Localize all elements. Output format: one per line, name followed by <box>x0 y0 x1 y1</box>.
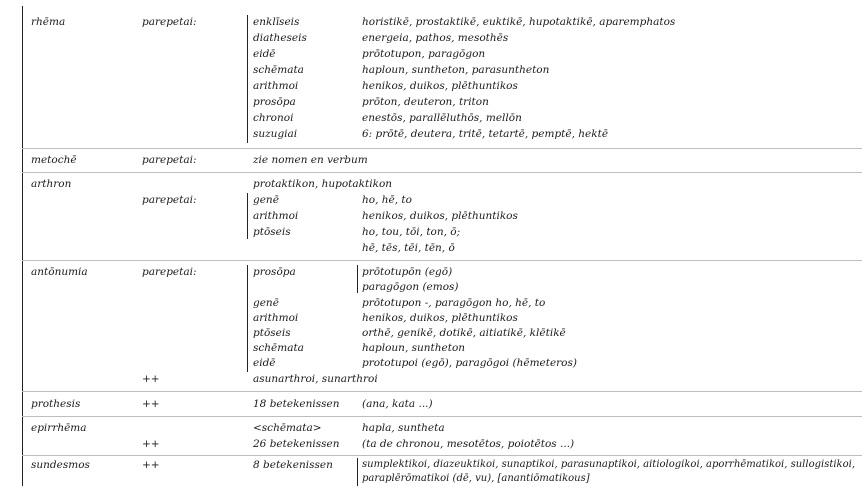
rhema-cat-3: schēmata <box>253 64 304 76</box>
term-sundesmos: sundesmos <box>31 459 90 471</box>
plusplus-marker: ++ <box>142 373 160 385</box>
parepetai-label: parepetai: <box>142 154 197 166</box>
metoche-val: zie nomen en verbum <box>253 154 368 166</box>
epirrhema-schemata-val: hapla, suntheta <box>362 422 445 434</box>
epirrhema-schemata: <schēmata> <box>253 422 322 434</box>
divider-line <box>22 148 862 149</box>
antonumia-prosopa-val-0: prōtotupōn (egō) <box>362 266 453 278</box>
antonumia-cat-2: ptōseis <box>253 327 291 339</box>
antonumia-val-0: prōtotupon -, paragōgon ho, hē, to <box>362 297 546 309</box>
rhema-cat-6: chronoi <box>253 112 294 124</box>
rhema-bracket <box>247 15 248 143</box>
antonumia-prosopa-cat: prosōpa <box>253 266 296 278</box>
antonumia-cat-3: schēmata <box>253 342 304 354</box>
rhema-val-3: haploun, suntheton, parasuntheton <box>362 64 550 76</box>
arthron-cat-2: ptōseis <box>253 226 291 238</box>
parepetai-label: parepetai: <box>142 16 197 28</box>
rhema-val-6: enestōs, parallēluthōs, mellōn <box>362 112 522 124</box>
arthron-val-2: ho, tou, tōi, ton, ō; <box>362 226 461 238</box>
antonumia-prosopa-val-1: paragōgon (emos) <box>362 281 459 293</box>
sundesmos-bracket <box>357 458 358 486</box>
antonumia-val-3: haploun, suntheton <box>362 342 466 354</box>
plusplus-marker: ++ <box>142 438 160 450</box>
antonumia-val-1: henikos, duikos, plēthuntikos <box>362 312 518 324</box>
term-metoche: metochē <box>31 154 77 166</box>
antonumia-cat-0: genē <box>253 297 279 309</box>
antonumia-val-2: orthē, genikē, dotikē, aitiatikē, klētikē <box>362 327 566 339</box>
antonumia-plus-val: asunarthroi, sunarthroi <box>253 373 378 385</box>
sundesmos-count: 8 betekenissen <box>253 459 333 471</box>
antonumia-cat-4: eidē <box>253 357 276 369</box>
term-epirrhema: epirrhēma <box>31 422 87 434</box>
arthron-extra: hē, tēs, tēi, tēn, ō <box>362 242 455 254</box>
left-border-line <box>22 6 23 486</box>
rhema-val-1: energeia, pathos, mesothēs <box>362 32 509 44</box>
arthron-val-0: ho, hē, to <box>362 194 412 206</box>
divider-line <box>22 260 862 261</box>
arthron-cat-0: genē <box>253 194 279 206</box>
divider-line <box>22 455 862 456</box>
epirrhema-val: (ta de chronou, mesotētos, poiotētos ...) <box>362 438 575 450</box>
plusplus-marker: ++ <box>142 459 160 471</box>
rhema-val-0: horistikē, prostaktikē, euktikē, hupotaktikē, aparemphatos <box>362 16 676 28</box>
antonumia-val-4: prototupoi (egō), paragōgoi (hēmeteros) <box>362 357 577 369</box>
rhema-val-4: henikos, duikos, plēthuntikos <box>362 80 518 92</box>
antonumia-bracket <box>247 265 248 372</box>
prothesis-val: (ana, kata ...) <box>362 398 433 410</box>
term-antonumia: antōnumia <box>31 266 88 278</box>
prothesis-count: 18 betekenissen <box>253 398 340 410</box>
rhema-cat-2: eidē <box>253 48 276 60</box>
term-prothesis: prothesis <box>31 398 81 410</box>
arthron-val-1: henikos, duikos, plēthuntikos <box>362 210 518 222</box>
divider-line <box>22 172 862 173</box>
antonumia-cat-1: arithmoi <box>253 312 299 324</box>
arthron-bracket <box>247 193 248 239</box>
parepetai-label: parepetai: <box>142 266 197 278</box>
rhema-val-5: prōton, deuteron, triton <box>362 96 489 108</box>
divider-line <box>22 391 862 392</box>
rhema-cat-5: prosōpa <box>253 96 296 108</box>
divider-line <box>22 416 862 417</box>
term-arthron: arthron <box>31 178 72 190</box>
arthron-cat-1: arithmoi <box>253 210 299 222</box>
sundesmos-val-line2: paraplērōmatikoi (dē, vu), [anantiōmatikous] <box>362 473 590 484</box>
rhema-cat-0: enklīseis <box>253 16 300 28</box>
rhema-cat-4: arithmoi <box>253 80 299 92</box>
parepetai-label: parepetai: <box>142 194 197 206</box>
arthron-top: protaktikon, hupotaktikon <box>253 178 393 190</box>
plusplus-marker: ++ <box>142 398 160 410</box>
rhema-cat-7: suzugiai <box>253 128 298 140</box>
rhema-cat-1: diatheseis <box>253 32 307 44</box>
rhema-val-7: 6: prōtē, deutera, tritē, tetartē, pemptē, hektē <box>362 128 609 140</box>
sundesmos-val-line1: sumplektikoi, diazeuktikoi, sunaptikoi, parasunaptikoi, aitiologikoi, aporrhēmatikoi, sullogistikoi, <box>362 459 855 470</box>
antonumia-prosopa-bracket <box>357 265 358 293</box>
epirrhema-count: 26 betekenissen <box>253 438 340 450</box>
rhema-val-2: prōtotupon, paragōgon <box>362 48 486 60</box>
term-rhema: rhēma <box>31 16 66 28</box>
